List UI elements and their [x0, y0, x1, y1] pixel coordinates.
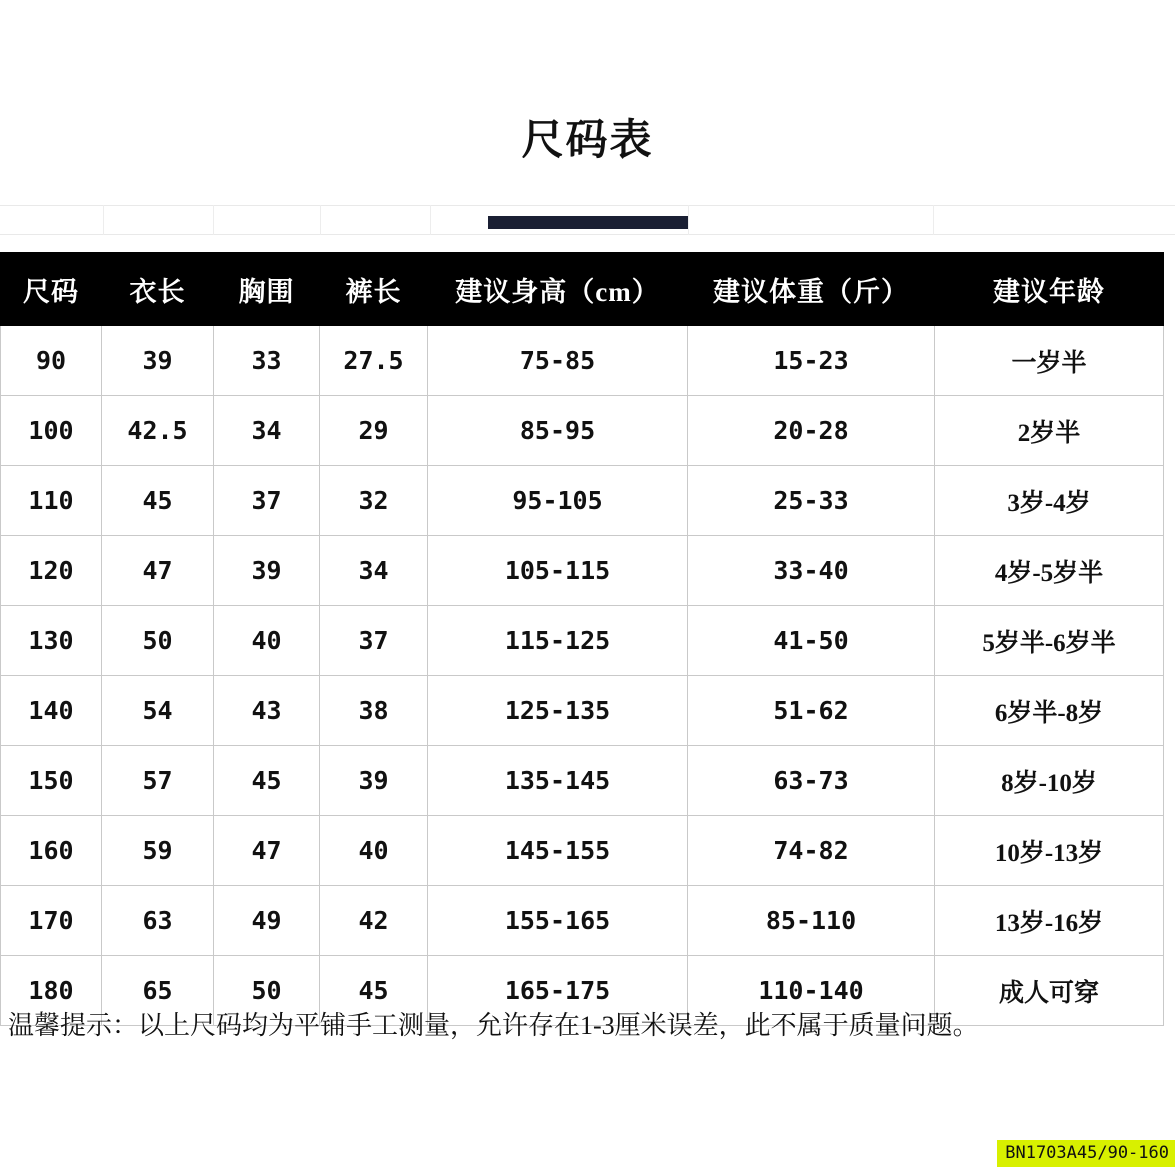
cell-height: 135-145 — [428, 746, 688, 816]
cell-bust: 45 — [214, 746, 320, 816]
cell-height: 125-135 — [428, 676, 688, 746]
cell-clothing-length: 47 — [102, 536, 214, 606]
cell-clothing-length: 63 — [102, 886, 214, 956]
cell-height: 85-95 — [428, 396, 688, 466]
table-row — [1, 886, 1164, 956]
cell-bust: 37 — [214, 466, 320, 536]
cell-weight: 25-33 — [688, 466, 935, 536]
cell-pants-length: 29 — [320, 396, 428, 466]
cell-pants-length: 34 — [320, 536, 428, 606]
cell-size: 140 — [1, 676, 102, 746]
cell-clothing-length: 57 — [102, 746, 214, 816]
cell-age: 10岁-13岁 — [935, 816, 1164, 886]
cell-height: 115-125 — [428, 606, 688, 676]
size-table — [0, 252, 1164, 1026]
cell-age: 6岁半-8岁 — [935, 676, 1164, 746]
cell-age: 8岁-10岁 — [935, 746, 1164, 816]
cell-weight: 51-62 — [688, 676, 935, 746]
cell-clothing-length: 45 — [102, 466, 214, 536]
table-row — [1, 816, 1164, 886]
cell-weight: 33-40 — [688, 536, 935, 606]
cell-size: 130 — [1, 606, 102, 676]
cell-bust: 34 — [214, 396, 320, 466]
cell-clothing-length: 50 — [102, 606, 214, 676]
cell-weight: 110-140 — [688, 956, 935, 1026]
cell-bust: 50 — [214, 956, 320, 1026]
cell-age: 2岁半 — [935, 396, 1164, 466]
cell-size: 180 — [1, 956, 102, 1026]
cell-clothing-length: 59 — [102, 816, 214, 886]
cell-height: 155-165 — [428, 886, 688, 956]
cell-clothing-length: 39 — [102, 326, 214, 396]
cell-pants-length: 37 — [320, 606, 428, 676]
table-row — [1, 746, 1164, 816]
cell-bust: 47 — [214, 816, 320, 886]
cell-height: 75-85 — [428, 326, 688, 396]
cell-height: 145-155 — [428, 816, 688, 886]
cell-height: 105-115 — [428, 536, 688, 606]
title-underline — [488, 216, 688, 229]
column-header-bust: 胸围 — [214, 253, 320, 326]
column-header-size: 尺码 — [1, 253, 102, 326]
cell-size: 110 — [1, 466, 102, 536]
measurement-note: 温馨提示：以上尺码均为平铺手工测量，允许存在1-3厘米误差，此不属于质量问题。 — [8, 1011, 979, 1040]
cell-pants-length: 38 — [320, 676, 428, 746]
cell-bust: 33 — [214, 326, 320, 396]
cell-height: 165-175 — [428, 956, 688, 1026]
table-row — [1, 606, 1164, 676]
table-header-row — [1, 253, 1164, 326]
column-header-height: 建议身高（cm） — [428, 253, 688, 326]
page-title: 尺码表 — [521, 118, 654, 164]
cell-age: 3岁-4岁 — [935, 466, 1164, 536]
cell-pants-length: 42 — [320, 886, 428, 956]
cell-clothing-length: 54 — [102, 676, 214, 746]
cell-age: 5岁半-6岁半 — [935, 606, 1164, 676]
cell-age: 一岁半 — [935, 326, 1164, 396]
cell-weight: 41-50 — [688, 606, 935, 676]
column-header-age: 建议年龄 — [935, 253, 1164, 326]
cell-age: 13岁-16岁 — [935, 886, 1164, 956]
table-row — [1, 676, 1164, 746]
cell-bust: 43 — [214, 676, 320, 746]
table-row — [1, 396, 1164, 466]
cell-clothing-length: 65 — [102, 956, 214, 1026]
column-header-pants-length: 裤长 — [320, 253, 428, 326]
table-header — [1, 253, 1164, 326]
cell-size: 160 — [1, 816, 102, 886]
cell-size: 90 — [1, 326, 102, 396]
cell-age: 4岁-5岁半 — [935, 536, 1164, 606]
cell-bust: 39 — [214, 536, 320, 606]
cell-pants-length: 32 — [320, 466, 428, 536]
cell-pants-length: 39 — [320, 746, 428, 816]
cell-bust: 49 — [214, 886, 320, 956]
cell-size: 100 — [1, 396, 102, 466]
cell-pants-length: 45 — [320, 956, 428, 1026]
table-row — [1, 466, 1164, 536]
cell-weight: 15-23 — [688, 326, 935, 396]
cell-pants-length: 40 — [320, 816, 428, 886]
cell-height: 95-105 — [428, 466, 688, 536]
cell-age: 成人可穿 — [935, 956, 1164, 1026]
cell-bust: 40 — [214, 606, 320, 676]
cell-pants-length: 27.5 — [320, 326, 428, 396]
table-row — [1, 536, 1164, 606]
cell-size: 120 — [1, 536, 102, 606]
table-row — [1, 326, 1164, 396]
cell-weight: 85-110 — [688, 886, 935, 956]
table-body — [1, 326, 1164, 1026]
cell-size: 170 — [1, 886, 102, 956]
cell-weight: 74-82 — [688, 816, 935, 886]
column-header-clothing-length: 衣长 — [102, 253, 214, 326]
cell-size: 150 — [1, 746, 102, 816]
cell-clothing-length: 42.5 — [102, 396, 214, 466]
cell-weight: 20-28 — [688, 396, 935, 466]
product-code-badge: BN1703A45/90-160 — [997, 1140, 1175, 1167]
column-header-weight: 建议体重（斤） — [688, 253, 935, 326]
cell-weight: 63-73 — [688, 746, 935, 816]
